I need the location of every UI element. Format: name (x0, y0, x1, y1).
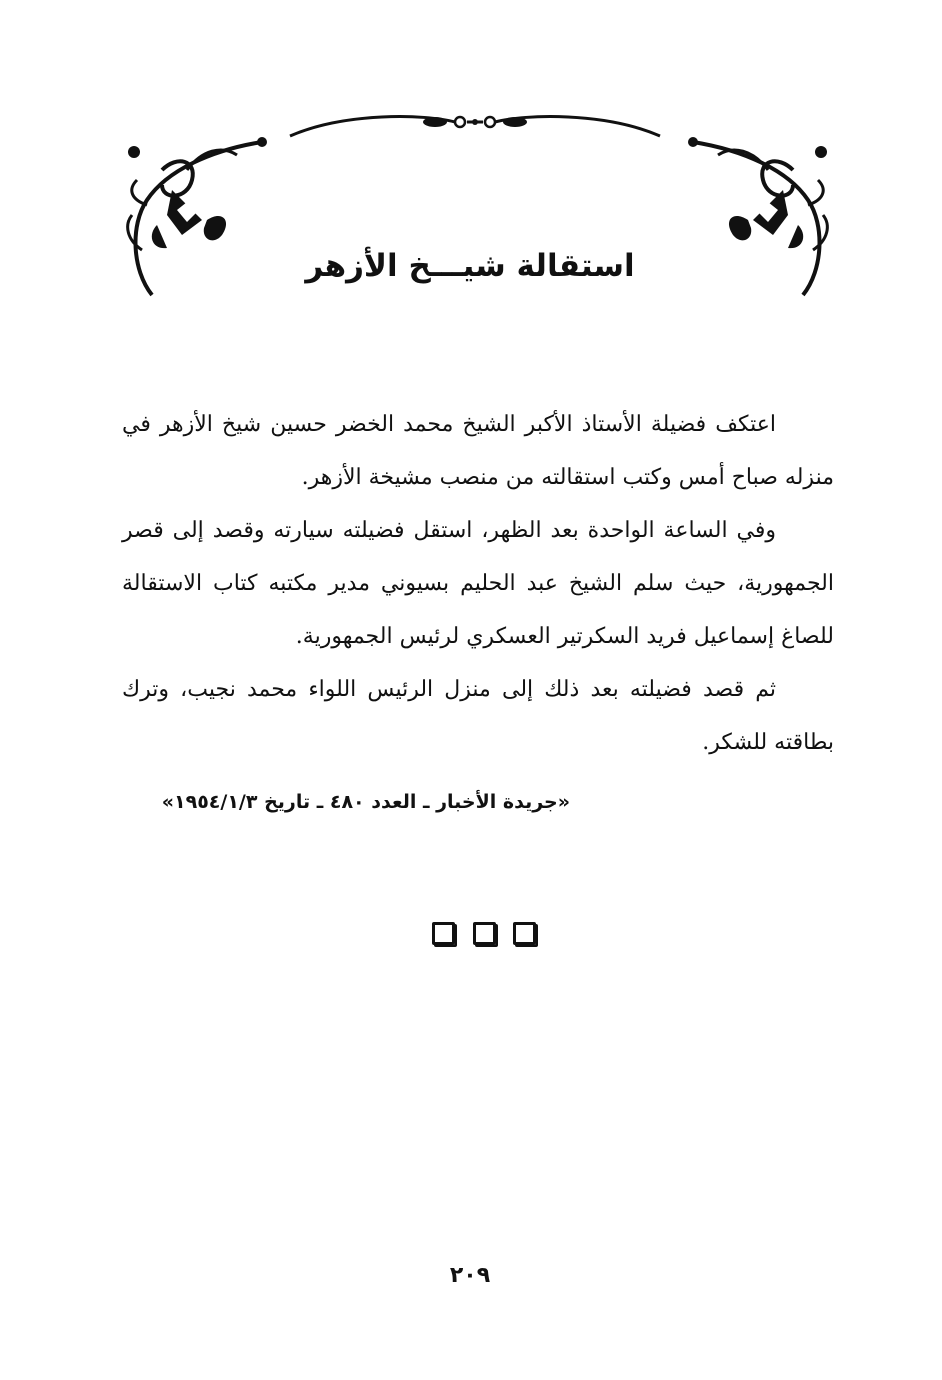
section-end-marks (432, 922, 536, 946)
top-ornament-icon (285, 108, 665, 144)
page-number: ٢٠٩ (449, 1263, 491, 1288)
source-citation: «جريدة الأخبار ـ العدد ٤٨٠ ـ تاريخ ١٩٥٤/١/٣» (161, 791, 570, 813)
paragraph-3: ثم قصد فضيلته بعد ذلك إلى منزل الرئيس اللواء محمد نجيب، وترك بطاقته للشكر. (122, 677, 834, 755)
paragraph-1: اعتكف فضيلة الأستاذ الأكبر الشيخ محمد الخضر حسين شيخ الأزهر في منزله صباح أمس وكتب استقالته من منصب مشيخة الأزهر. (122, 412, 834, 490)
square-mark-icon (432, 922, 455, 945)
square-mark-icon (473, 922, 496, 945)
page-title: استقالة شيـــخ الأزهر (305, 248, 635, 284)
square-mark-icon (513, 922, 536, 945)
paragraph-2: وفي الساعة الواحدة بعد الظهر، استقل فضيلته سيارته وقصد إلى قصر الجمهورية، حيث سلم الشيخ عبد الحليم بسيوني مدير مكتبه كتاب الاستقالة للصاغ إسماعيل فريد السكرتير العسكري لرئيس الجمهورية. (122, 518, 834, 649)
article-body (122, 398, 834, 769)
